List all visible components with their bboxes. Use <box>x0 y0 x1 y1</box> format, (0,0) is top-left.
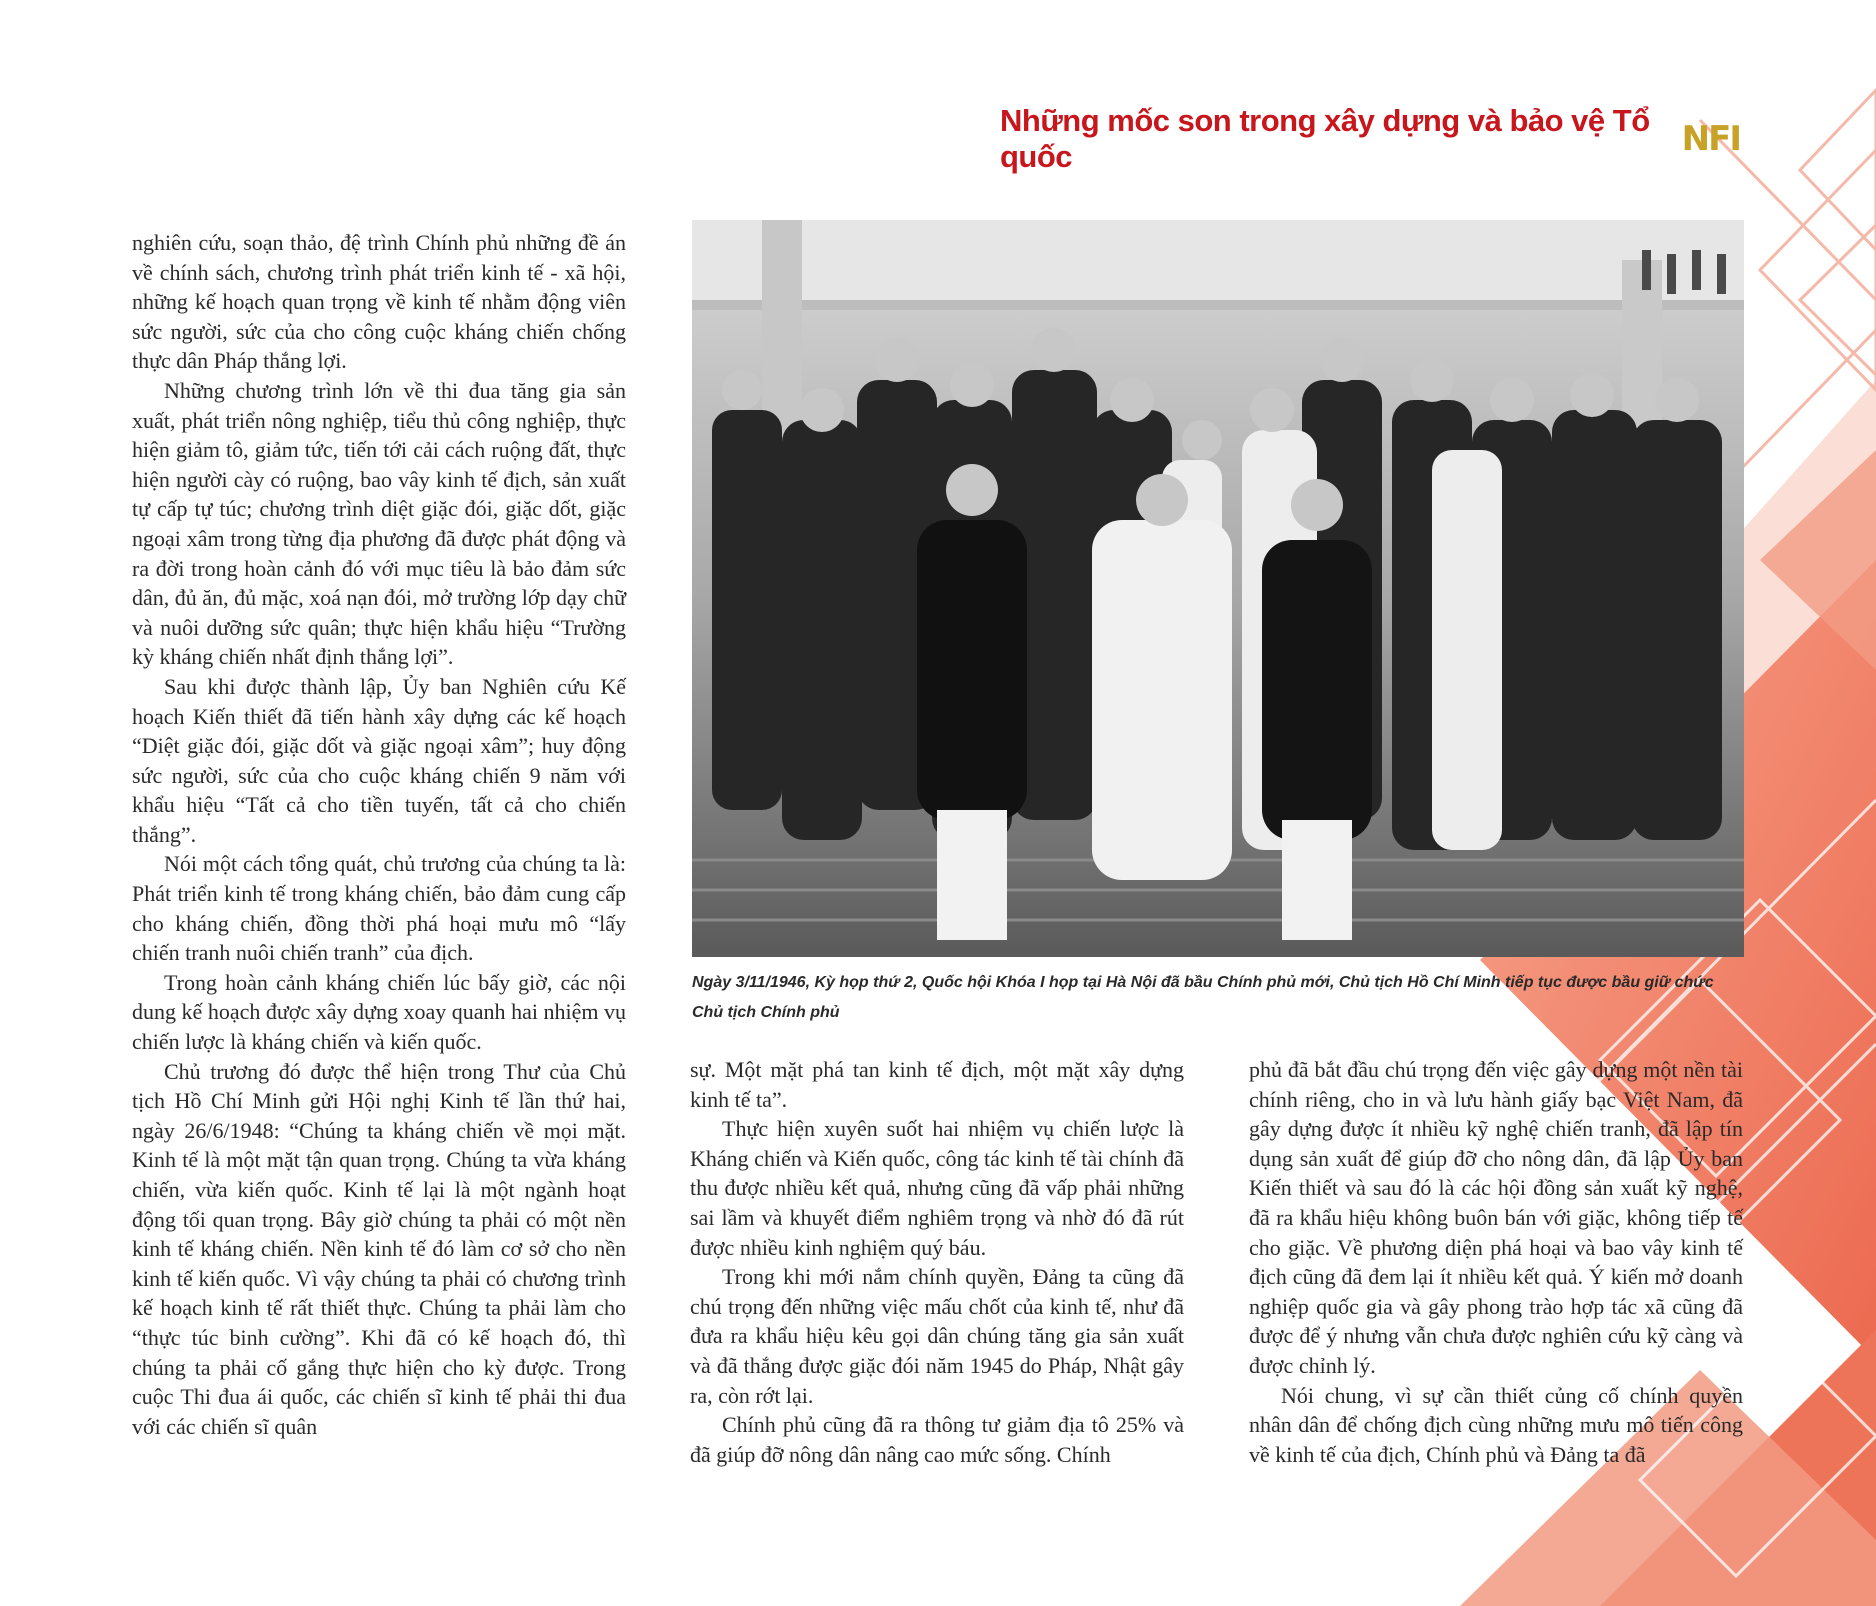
text-column-left <box>132 228 626 1441</box>
paragraph: phủ đã bắt đầu chú trọng đến việc gây dựng một nền tài chính riêng, cho in và lưu hành giấy bạc Việt Nam, đã gây dựng được ít nhiều kỹ nghệ chiến tranh, đã lập tín dụng sản xuất để giúp đỡ cho nông dân, đã lập Ủy ban Kiến thiết và sau đó là các hội đồng sản xuất kỹ nghệ, đã ra khẩu hiệu không buôn bán với giặc, không tiếp tế cho giặc. Về phương diện phá hoại và bao vây kinh tế địch cũng đã đem lại ít nhiều kết quả. Ý kiến mở doanh nghiệp quốc gia và gây phong trào hợp tác xã cũng đã được để ý nhưng vẫn chưa được nghiên cứu kỹ càng và được chỉnh lý. <box>1249 1057 1743 1378</box>
paragraph: Thực hiện xuyên suốt hai nhiệm vụ chiến lược là Kháng chiến và Kiến quốc, công tác kinh tế tài chính đã thu được nhiều kết quả, nhưng cũng đã vấp phải những sai lầm và khuyết điểm nghiêm trọng và nhờ đó đã rút được nhiều kinh nghiệm quý báu. <box>690 1116 1184 1260</box>
running-header <box>1000 103 1740 174</box>
paragraph: Trong hoàn cảnh kháng chiến lúc bấy giờ, các nội dung kế hoạch được xây dựng xoay quanh hai nhiệm vụ chiến lược là kháng chiến và kiến quốc. <box>132 969 626 1055</box>
photo-illustration <box>692 220 1744 957</box>
paragraph: Nói một cách tổng quát, chủ trương của chúng ta là: Phát triển kinh tế trong kháng chiến, bảo đảm cung cấp cho kháng chiến, đồng thời phá hoại mưu mô “lấy chiến tranh nuôi chiến tranh” của địch. <box>132 851 626 966</box>
paragraph: Chủ trương đó được thể hiện trong Thư của Chủ tịch Hồ Chí Minh gửi Hội nghị Kinh tế lần thứ hai, ngày 26/6/1948: “Chúng ta kháng chiến về mọi mặt. Kinh tế là một mặt tận quan trọng. Chúng ta vừa kháng chiến, vừa kiến quốc. Kinh tế lại là một ngành hoạt động tối quan trọng. Bây giờ chúng ta phải có một nền kinh tế kháng chiến. Nền kinh tế đó làm cơ sở cho nền kinh tế kiến quốc. Vì vậy chúng ta phải có chương trình kế hoạch kinh tế rất thiết thực. Chúng ta phải làm cho “thực túc binh cường”. Khi đã có kế hoạch đó, thì chúng ta phải cố gắng thực hiện cho kỳ được. Trong cuộc Thi đua ái quốc, các chiến sĩ kinh tế phải thi đua với các chiến sĩ quân <box>132 1058 626 1439</box>
paragraph: sự. Một mặt phá tan kinh tế địch, một mặt xây dựng kinh tế ta”. <box>690 1057 1184 1112</box>
paragraph: Nói chung, vì sự cần thiết củng cố chính quyền nhân dân để chống địch cùng những mưu mô tiến công về kinh tế của địch, Chính phủ và Đảng ta đã <box>1249 1382 1743 1467</box>
historical-group-photo <box>692 220 1744 957</box>
paragraph: Sau khi được thành lập, Ủy ban Nghiên cứu Kế hoạch Kiến thiết đã tiến hành xây dựng các kế hoạch “Diệt giặc đói, giặc dốt và giặc ngoại xâm”; huy động sức người, sức của cho cuộc kháng chiến 9 năm với khẩu hiệu “Tất cả cho tiền tuyến, tất cả cho chiến thắng”. <box>132 673 626 847</box>
publisher-logo: NFI <box>1681 119 1740 159</box>
photo-caption: Ngày 3/11/1946, Kỳ họp thứ 2, Quốc hội Khóa I họp tại Hà Nội đã bầu Chính phủ mới, Chủ tịch Hồ Chí Minh tiếp tục được bầu giữ chức Chủ tịch Chính phủ <box>692 974 1714 1021</box>
paragraph: Chính phủ cũng đã ra thông tư giảm địa tô 25% và đã giúp đỡ nông dân nâng cao mức sống. Chính <box>690 1412 1184 1467</box>
paragraph: nghiên cứu, soạn thảo, đệ trình Chính phủ những đề án về chính sách, chương trình phát triển kinh tế - xã hội, những kế hoạch quan trọng về kinh tế nhằm động viên sức người, sức của cho công cuộc kháng chiến chống thực dân Pháp thắng lợi. <box>132 230 626 374</box>
section-title: Những mốc son trong xây dựng và bảo vệ Tổ quốc <box>1000 103 1650 174</box>
text-column-middle <box>690 1055 1184 1469</box>
text-column-right <box>1249 1055 1743 1469</box>
paragraph: Trong khi mới nắm chính quyền, Đảng ta cũng đã chú trọng đến những việc mấu chốt của kinh tế, như đã đưa ra khẩu hiệu kêu gọi dân chúng tăng gia sản xuất và đã thắng được giặc đói năm 1945 do Pháp, Nhật gây ra, còn rớt lại. <box>690 1264 1184 1408</box>
paragraph: Những chương trình lớn về thi đua tăng gia sản xuất, phát triển nông nghiệp, tiểu thủ công nghiệp, thực hiện giảm tô, giảm tức, tiến tới cải cách ruộng đất, thực hiện người cày có ruộng, bao vây kinh tế địch, sản xuất tự cấp tự túc; chương trình diệt giặc đói, giặc dốt, giặc ngoại xâm trong từng địa phương đã được phát động và ra đời trong hoàn cảnh đó với mục tiêu là bảo đảm sức dân, đủ ăn, đủ mặc, xoá nạn đói, mở trường lớp dạy chữ và nuôi dưỡng sức quân; thực hiện khẩu hiệu “Trường kỳ kháng chiến nhất định thắng lợi”. <box>132 377 626 670</box>
